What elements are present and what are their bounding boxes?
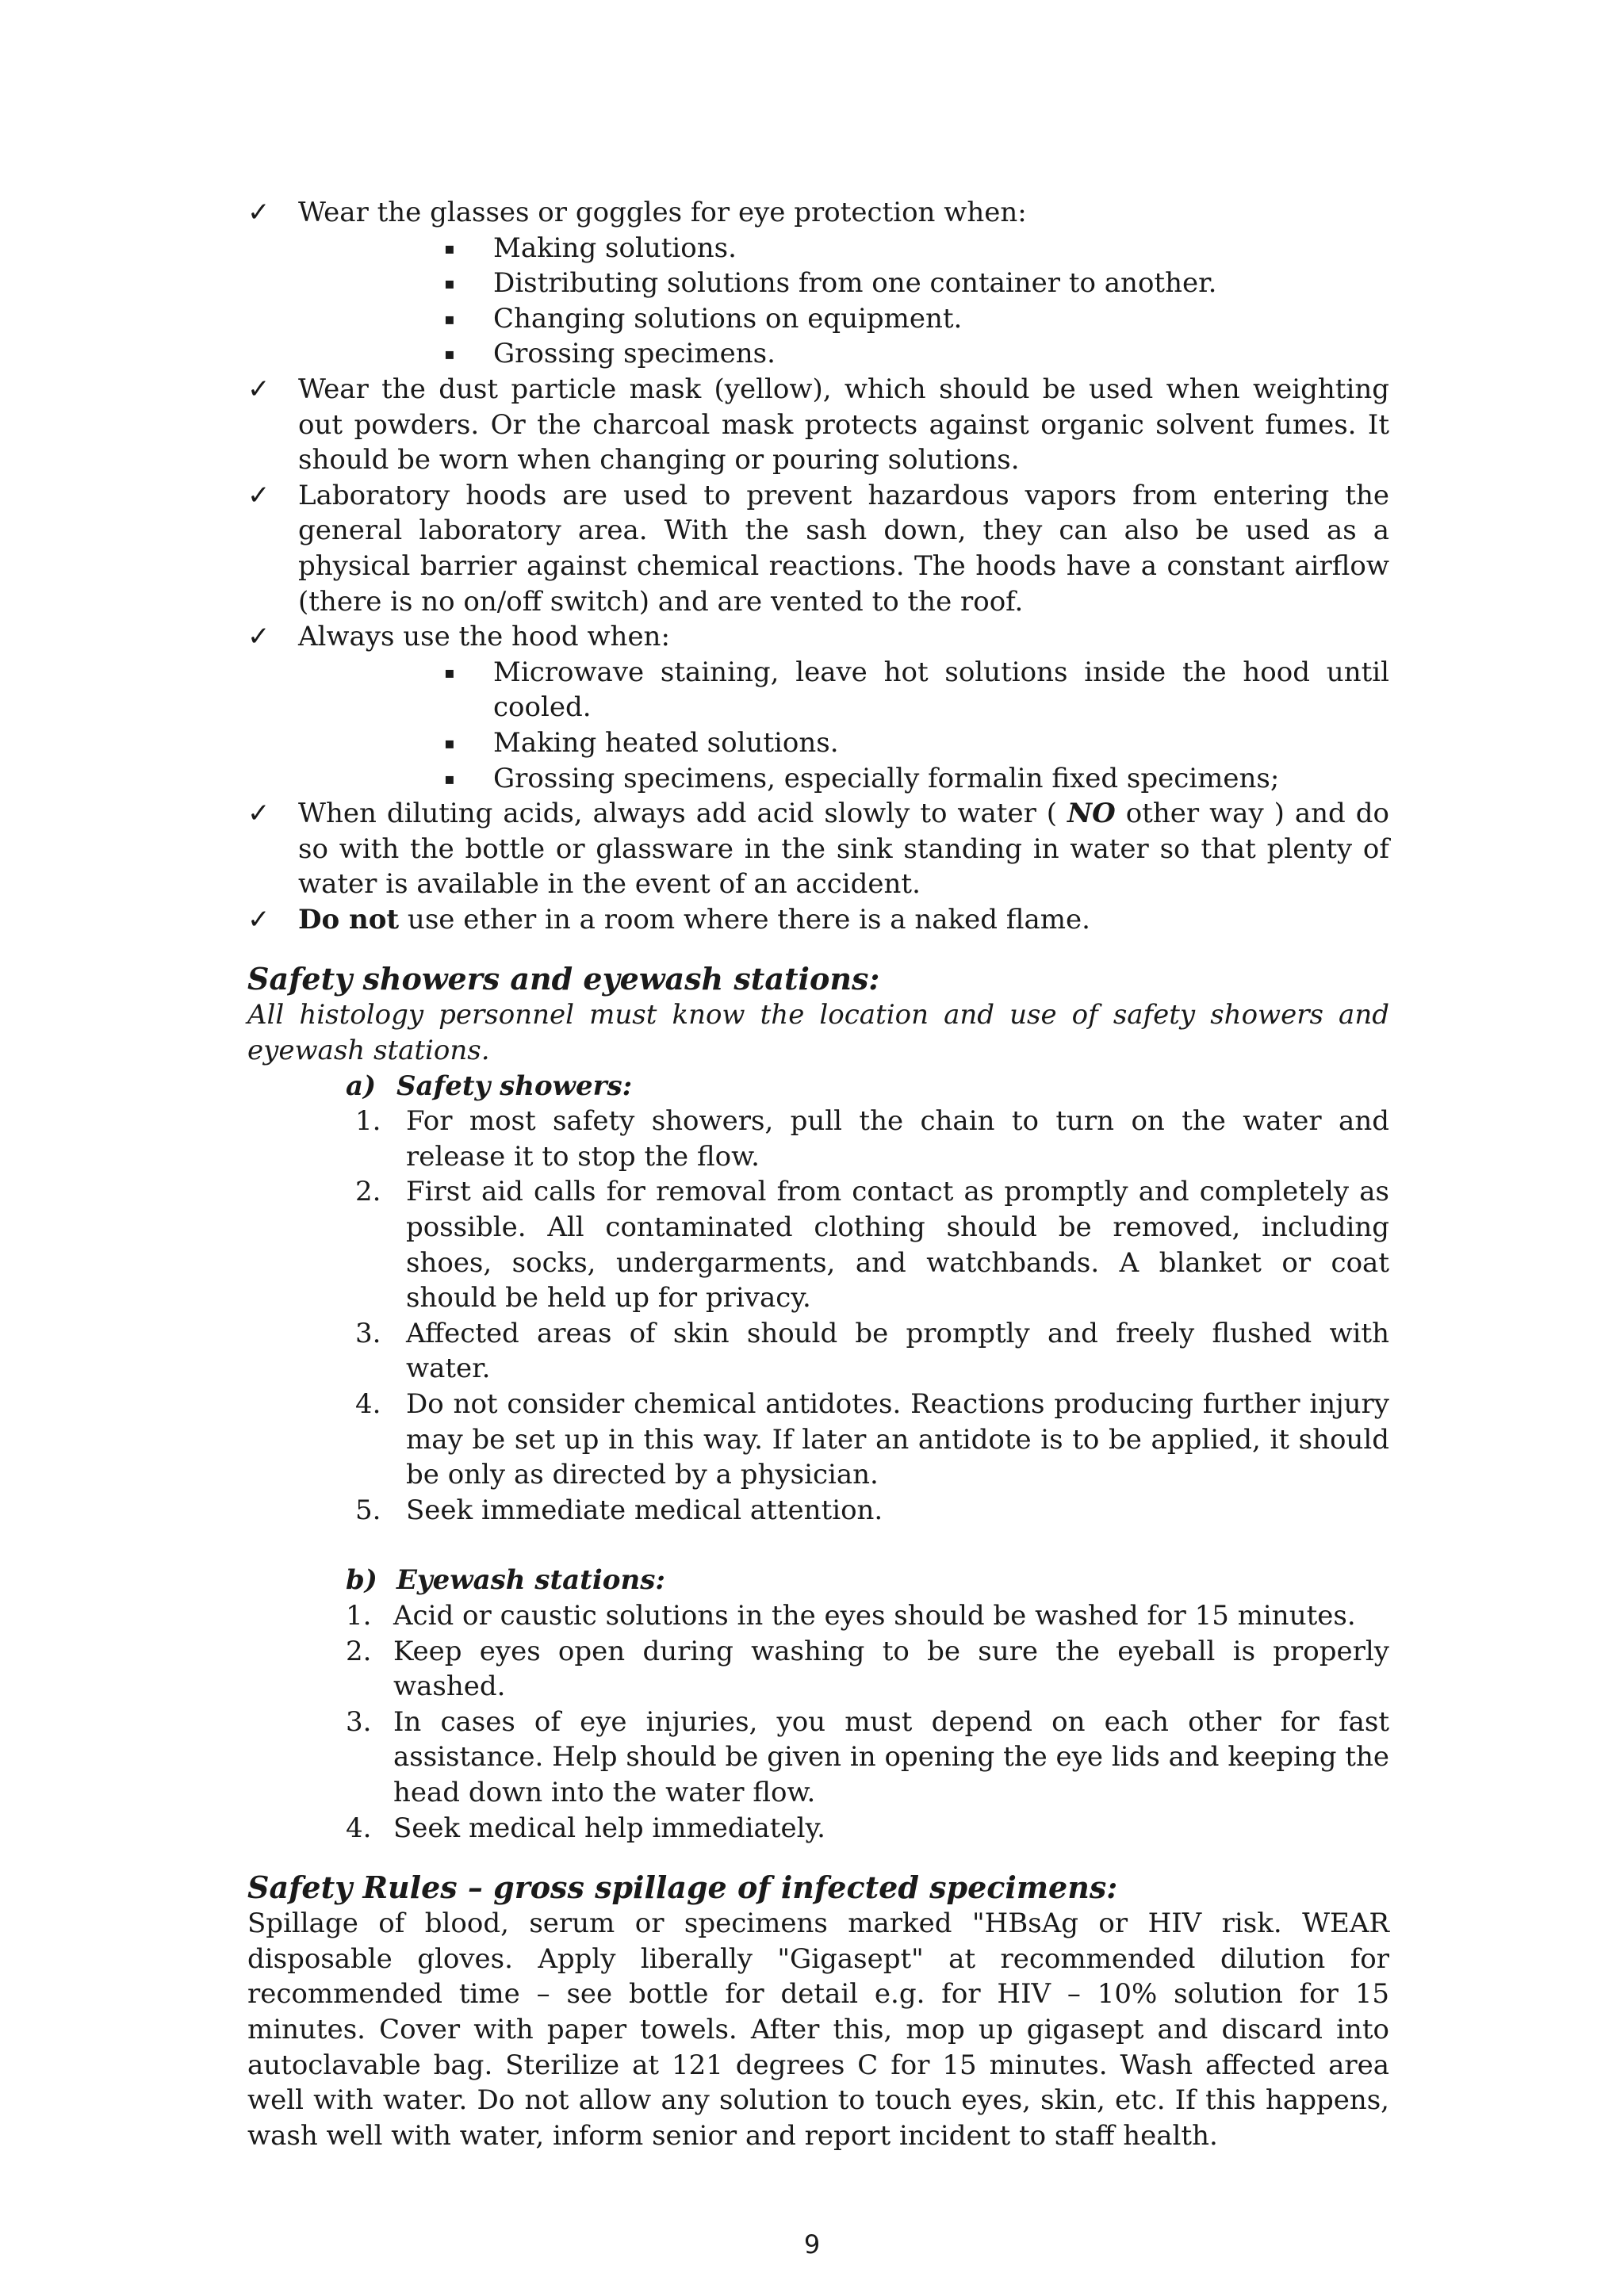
list-number: 5.	[355, 1494, 381, 1526]
text-segment: other way ) and do so with the bottle or glassware in the sink standing in water so that plenty of water is available in the event of an accident.	[298, 798, 1389, 901]
list-item	[247, 1634, 1389, 1705]
spacer	[247, 1528, 1389, 1563]
section-spillage	[247, 1869, 1389, 2153]
sub-heading-showers	[247, 1069, 1389, 1104]
sub-item	[444, 301, 1389, 337]
checkmark-icon: ✓	[247, 903, 270, 936]
list-item	[247, 1174, 1389, 1315]
checkmark-icon: ✓	[247, 197, 270, 228]
sub-item	[444, 266, 1389, 301]
section-intro: All histology personnel must know the location and use of safety showers and eyewash stations.	[247, 999, 1389, 1067]
emphasis-no: NO	[1067, 798, 1116, 830]
sub-item-text: Making solutions.	[493, 232, 737, 264]
sub-item-text: Grossing specimens, especially formalin fixed specimens;	[493, 762, 1280, 794]
checklist-item-text	[298, 798, 1389, 900]
sub-heading-title: Safety showers:	[396, 1070, 633, 1102]
section-safety-showers	[247, 961, 1389, 1846]
section-body: Spillage of blood, serum or specimens marked "HBsAg or HIV risk. WEAR disposable gloves. Apply liberally "Gigasept" at recommended dilution for recommended time – see bottle for detail e.g. for HIV – 10% solution for 15 minutes. Cover with paper towels. After this, mop up gigasept and discard into autoclavable bag. Sterilize at 121 degrees C for 15 minutes. Wash affected area well with water. Do not allow any solution to touch eyes, skin, etc. If this happens, wash well with water, inform senior and report incident to staff health.	[247, 1908, 1389, 2152]
section-heading: Safety Rules – gross spillage of infected specimens:	[247, 1869, 1118, 1906]
sub-item-text: Changing solutions on equipment.	[493, 302, 963, 335]
checkmark-icon: ✓	[247, 798, 270, 830]
bullet-icon: ▪	[444, 733, 455, 752]
sub-item-text: Distributing solutions from one container to another.	[493, 267, 1217, 300]
list-item-text: Keep eyes open during washing to be sure the eyeball is properly washed.	[393, 1635, 1389, 1703]
sub-item	[444, 655, 1389, 725]
list-number: 4.	[346, 1812, 372, 1844]
list-item-text: In cases of eye injuries, you must depend on each other for fast assistance. Help should be given in opening the eye lids and keeping the head down into the water flow.	[393, 1705, 1389, 1808]
checkmark-icon: ✓	[247, 479, 270, 511]
document-page	[247, 195, 1389, 2153]
numbered-list-eyewash	[247, 1598, 1389, 1846]
page-number: 9	[803, 2229, 821, 2260]
list-item-text: Seek medical help immediately.	[393, 1812, 825, 1844]
bullet-icon: ▪	[444, 662, 455, 682]
list-item-text: For most safety showers, pull the chain to turn on the water and release it to stop the flow.	[406, 1105, 1389, 1173]
list-item	[247, 1811, 1389, 1846]
sub-item	[444, 725, 1389, 761]
checklist-item	[247, 619, 1389, 796]
list-item-text: Do not consider chemical antidotes. Reactions producing further injury may be set up in this way. If later an antidote is to be applied, it should be only as directed by a physician.	[406, 1388, 1389, 1491]
section-heading: Safety showers and eyewash stations:	[247, 961, 880, 997]
checklist-item	[247, 372, 1389, 478]
checklist-item-text: Wear the dust particle mask (yellow), which should be used when weighting out powders. Or the charcoal mask protects against organic solvent fumes. It should be worn when changing or pouring solutions.	[298, 373, 1389, 476]
sub-heading-title: Eyewash stations:	[396, 1564, 665, 1597]
checklist-item	[247, 902, 1389, 938]
list-number: 2.	[346, 1635, 372, 1667]
list-item	[247, 1387, 1389, 1493]
list-item-text: Affected areas of skin should be promptly and freely flushed with water.	[406, 1317, 1389, 1385]
checklist-item	[247, 478, 1389, 619]
list-number: 1.	[346, 1599, 372, 1632]
bullet-icon: ▪	[444, 308, 455, 328]
sub-heading-eyewash	[247, 1563, 1389, 1598]
checklist-item	[247, 796, 1389, 902]
list-number: 3.	[346, 1705, 372, 1738]
bullet-icon: ▪	[444, 344, 455, 364]
sub-list	[298, 655, 1389, 796]
checklist-item-text: Always use the hood when:	[298, 621, 670, 653]
text-segment: When diluting acids, always add acid slowly to water (	[298, 798, 1068, 830]
list-number: 2.	[355, 1176, 381, 1208]
list-item-text: Acid or caustic solutions in the eyes should be washed for 15 minutes.	[393, 1599, 1356, 1632]
list-item	[247, 1104, 1389, 1174]
sub-item	[444, 761, 1389, 797]
bullet-icon: ▪	[444, 768, 455, 788]
checklist-item-text: Laboratory hoods are used to prevent hazardous vapors from entering the general laboratory area. With the sash down, they can also be used as a physical barrier against chemical reactions. The hoods have a constant airflow (there is no on/off switch) and are vented to the roof.	[298, 479, 1389, 618]
checkmark-icon: ✓	[247, 621, 270, 653]
list-item-text: Seek immediate medical attention.	[406, 1494, 883, 1526]
checkmark-icon: ✓	[247, 373, 270, 405]
sub-heading-letter: b)	[346, 1564, 377, 1597]
checklist-item-text: Wear the glasses or goggles for eye protection when:	[298, 197, 1027, 228]
sub-heading-letter: a)	[346, 1070, 377, 1102]
sub-item-text: Making heated solutions.	[493, 726, 839, 759]
bullet-icon: ▪	[444, 274, 455, 293]
sub-item-text: Grossing specimens.	[493, 338, 776, 370]
sub-item-text: Microwave staining, leave hot solutions inside the hood until cooled.	[493, 656, 1389, 724]
list-item	[247, 1316, 1389, 1387]
sub-item	[444, 231, 1389, 266]
checklist-item-text	[298, 904, 1090, 936]
checklist-item	[247, 195, 1389, 372]
numbered-list-showers	[247, 1104, 1389, 1528]
list-number: 1.	[355, 1105, 381, 1138]
emphasis-do-not: Do not	[298, 903, 400, 936]
text-segment: use ether in a room where there is a naked flame.	[399, 903, 1090, 936]
sub-item	[444, 336, 1389, 372]
safety-checklist	[247, 195, 1389, 937]
list-item	[247, 1598, 1389, 1634]
list-item	[247, 1493, 1389, 1529]
bullet-icon: ▪	[444, 238, 455, 258]
list-number: 3.	[355, 1317, 381, 1349]
sub-list	[298, 231, 1389, 372]
list-number: 4.	[355, 1388, 381, 1420]
list-item-text: First aid calls for removal from contact as promptly and completely as possible. All contaminated clothing should be removed, including shoes, socks, undergarments, and watchbands. A blanket or coat should be held up for privacy.	[406, 1176, 1389, 1314]
list-item	[247, 1705, 1389, 1811]
